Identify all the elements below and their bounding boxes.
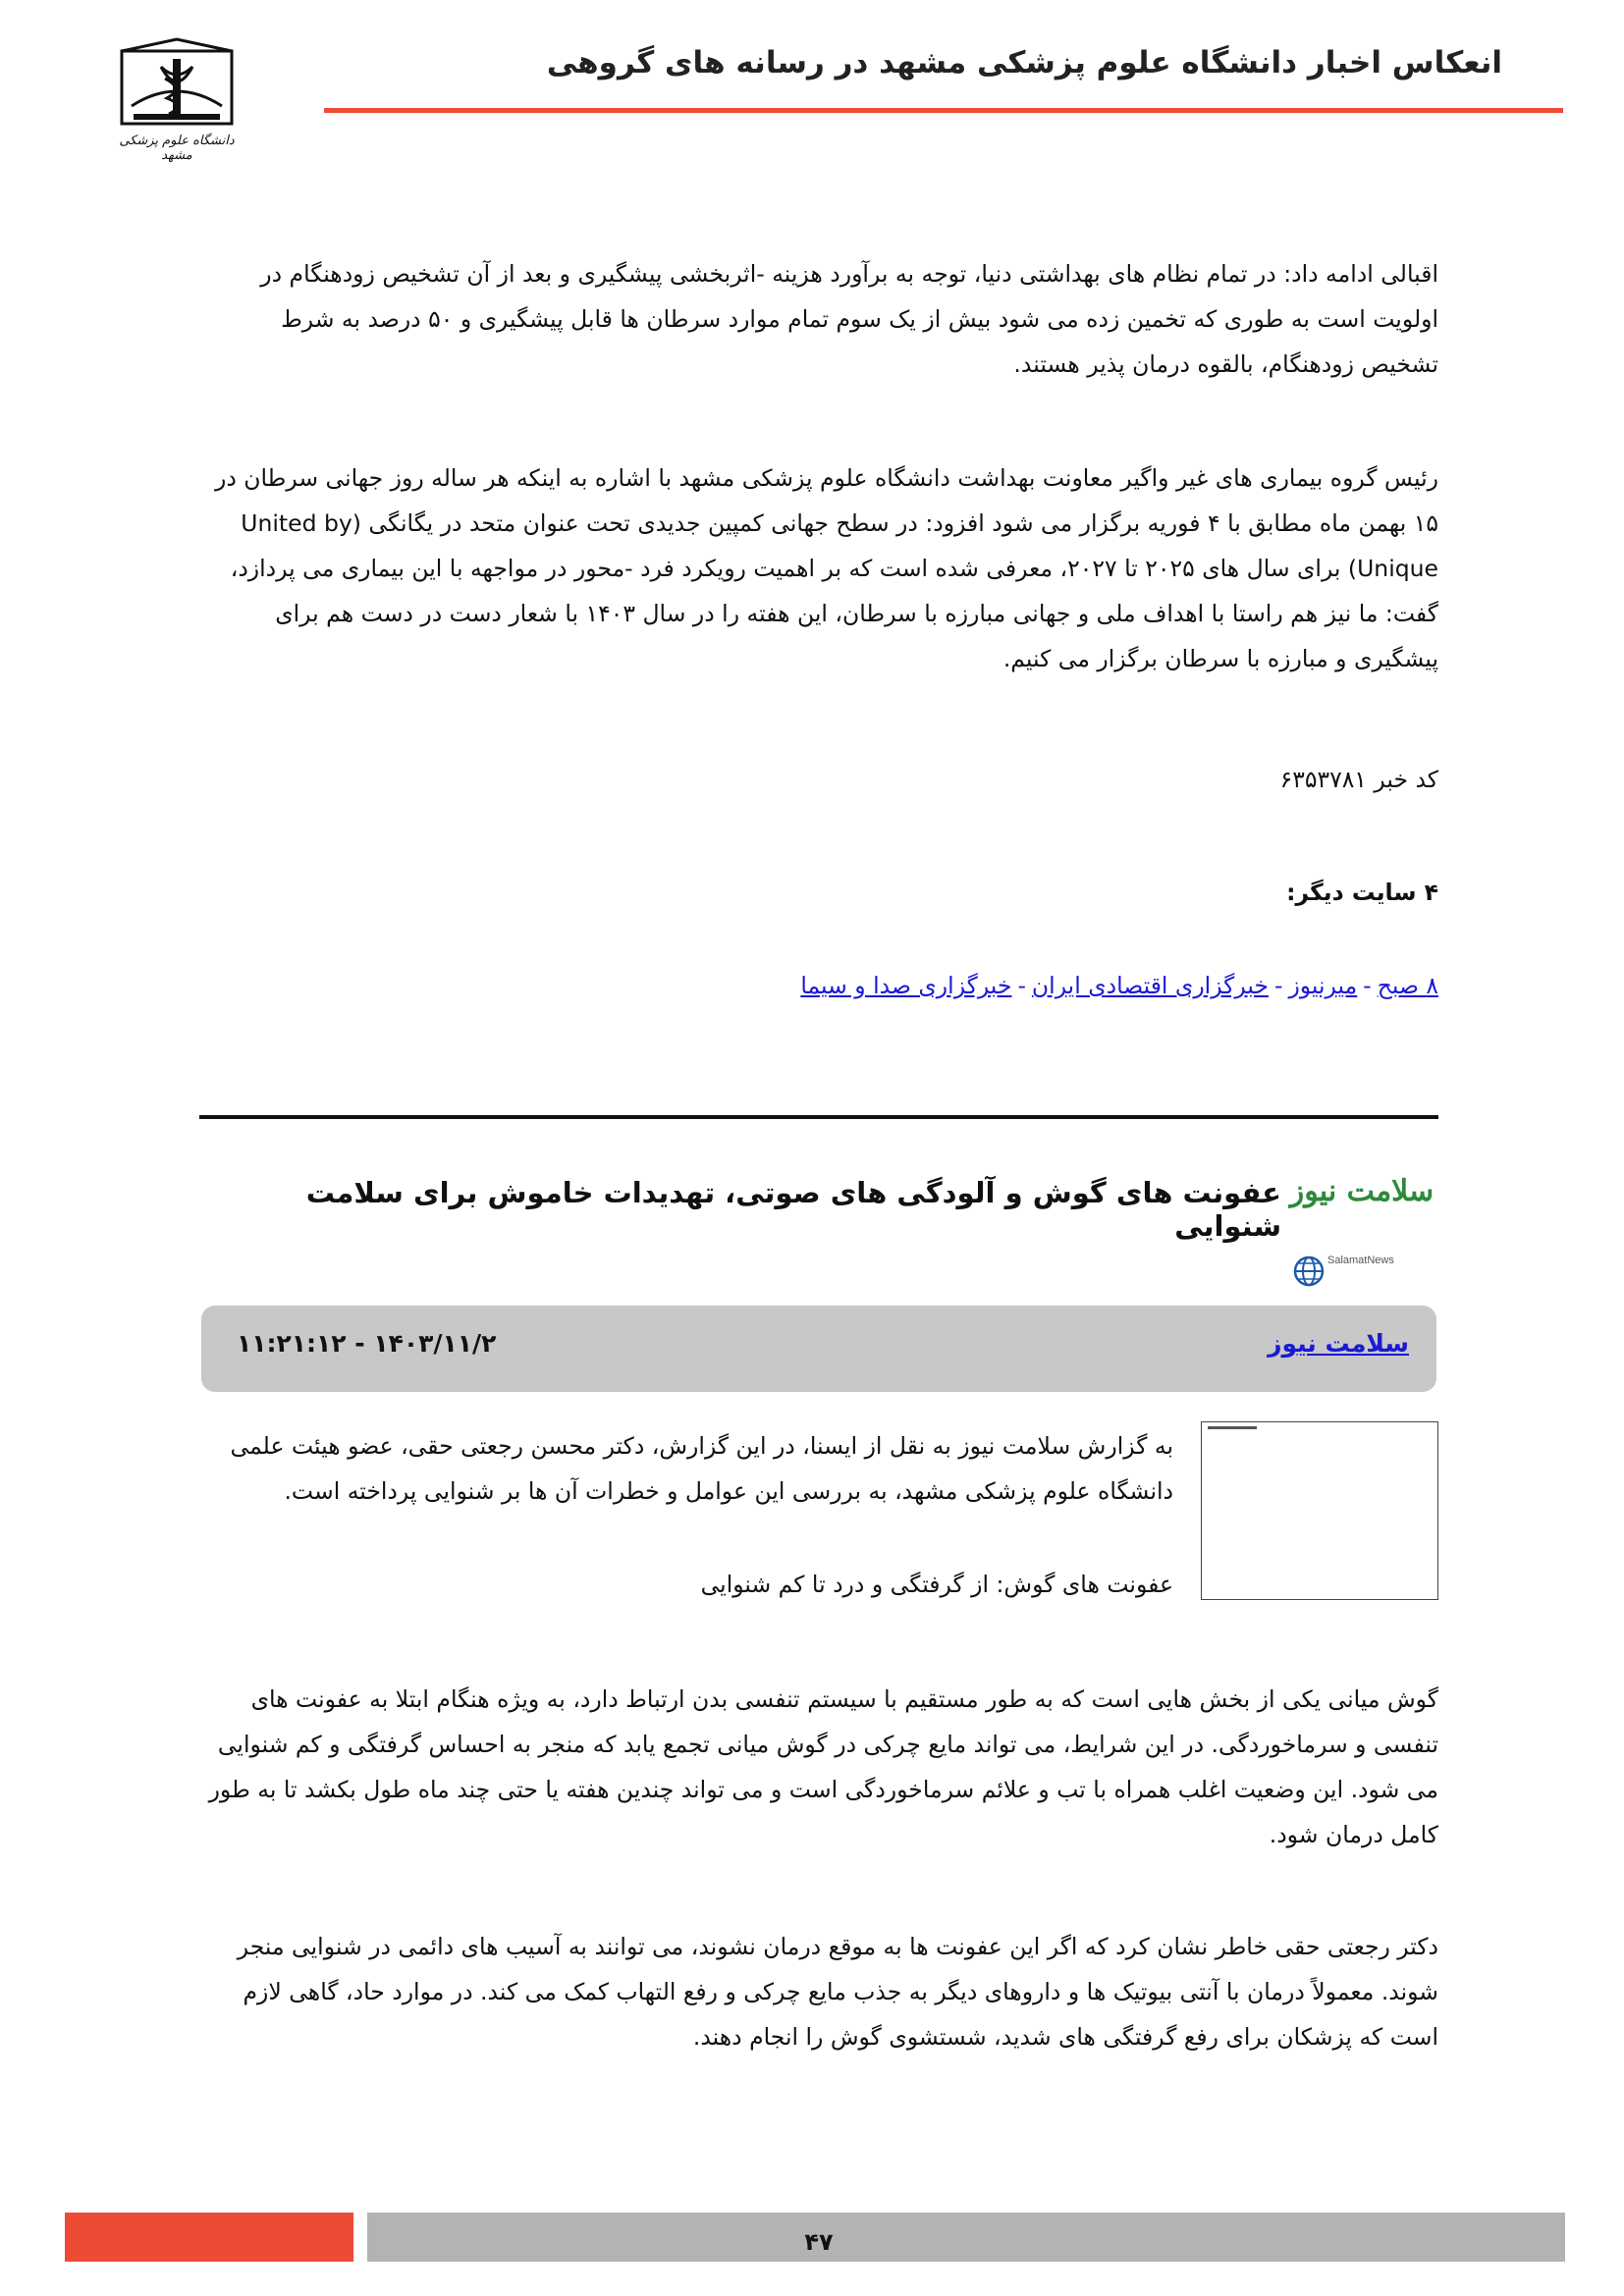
link-iran-economic-news[interactable]: خبرگزاری اقتصادی ایران [1031, 972, 1269, 999]
image-placeholder-mark [1208, 1426, 1257, 1429]
article1-paragraph-1: اقبالی ادامه داد: در تمام نظام های بهداشتی دنیا، توجه به برآورد هزینه -اثربخشی پیشگیری و بعد از آن تشخیص زودهنگام در اولویت است به طوری که تخمین زده می شود بیش از یک سوم تمام موارد سرطان ها قابل پیشگیری و ۵۰ درصد به شرط تشخیص زودهنگام، بالقوه درمان پذیر هستند. [260, 260, 1438, 378]
article2-subheading: عفونت های گوش: از گرفتگی و درد تا کم شنوایی [700, 1571, 1173, 1598]
link-8sobh[interactable]: ۸ صبح [1377, 972, 1438, 999]
link-mirnews[interactable]: میرنیوز [1288, 972, 1358, 999]
article2-meta-bar [201, 1306, 1436, 1392]
article2-source-link[interactable]: سلامت نیوز [1268, 1329, 1409, 1358]
link-separator: - [1017, 972, 1026, 999]
page-number: ۴۷ [804, 2228, 834, 2256]
article2-image-placeholder [1201, 1421, 1438, 1600]
header-divider [324, 108, 1563, 113]
article2-intro: به گزارش سلامت نیوز به نقل از ایسنا، در این گزارش، دکتر محسن رجعتی حقی، عضو هیئت علمی دانشگاه علوم پزشکی مشهد، به بررسی این عوامل و خطرات آن ها بر شنوایی پرداخته است. [230, 1432, 1173, 1505]
footer-accent-bar [65, 2213, 353, 2262]
link-separator: - [1363, 972, 1372, 999]
other-sites-links [201, 972, 1438, 999]
news-code: کد خبر ۶۳۵۳۷۸۱ [1279, 766, 1438, 793]
university-logo-text: دانشگاه علوم پزشکی مشهد [119, 133, 235, 163]
other-sites-title: ۴ سایت دیگر: [1286, 879, 1438, 906]
article2-datetime: ۱۴۰۳/۱۱/۲ - ۱۱:۲۱:۱۲ [237, 1329, 497, 1358]
footer-bar [367, 2213, 1565, 2262]
salamat-news-logo [1289, 1168, 1439, 1296]
article2-paragraph-2: دکتر رجعتی حقی خاطر نشان کرد که اگر این عفونت ها به موقع درمان نشوند، می توانند به آسیب های دائمی در شنوایی منجر شوند. معمولاً درمان با آنتی بیوتیک ها و داروهای دیگر به جذب مایع چرکی و رفع التهاب کمک می کند. در موارد حاد، گاهی لازم است که پزشکان برای رفع گرفتگی های شدید، شستشوی گوش را انجام دهند. [237, 1933, 1438, 2051]
globe-icon [1292, 1255, 1326, 1288]
page-header-title: انعکاس اخبار دانشگاه علوم پزشکی مشهد در رسانه های گروهی [546, 45, 1502, 80]
article-divider [199, 1115, 1438, 1119]
salamat-news-logo-latin: SalamatNews [1327, 1255, 1394, 1266]
salamat-news-logo-text: سلامت نیوز [1289, 1174, 1435, 1208]
link-irib-news[interactable]: خبرگزاری صدا و سیما [800, 972, 1012, 999]
article2-paragraph-1: گوش میانی یکی از بخش هایی است که به طور مستقیم با سیستم تنفسی بدن ارتباط دارد، به ویژه هنگام ابتلا به عفونت های تنفسی و سرماخوردگی. در این شرایط، می تواند مایع چرکی در گوش میانی تجمع یابد که منجر به احساس گرفتگی و کم شنوایی می شود. این وضعیت اغلب همراه با تب و علائم سرماخوردگی است و می تواند چندین هفته یا حتی چند ماه طول بکشد تا به طور کامل درمان شود. [208, 1685, 1438, 1848]
article2-title: عفونت های گوش و آلودگی های صوتی، تهدیدات خاموش برای سلامت شنوایی [305, 1176, 1281, 1243]
link-separator: - [1273, 972, 1283, 999]
article1-paragraph-2: رئیس گروه بیماری های غیر واگیر معاونت بهداشت دانشگاه علوم پزشکی مشهد با اشاره به اینکه هر ساله روز جهانی سرطان در ۱۵ بهمن ماه مطابق با ۴ فوریه برگزار می شود افزود: در سطح جهانی کمپین جدیدی تحت عنوان متحد در یگانگی (United by Unique) برای سال های ۲۰۲۵ تا ۲۰۲۷، معرفی شده است که بر اهمیت رویکرد فرد -محور در مواجهه با این بیماری می پردازد، گفت: ما نیز هم راستا با اهداف ملی و جهانی مبارزه با سرطان، این هفته را در سال ۱۴۰۳ با شعار دست در دست هم برای پیشگیری و مبارزه با سرطان برگزار می کنیم. [214, 464, 1438, 672]
university-logo [108, 37, 245, 165]
